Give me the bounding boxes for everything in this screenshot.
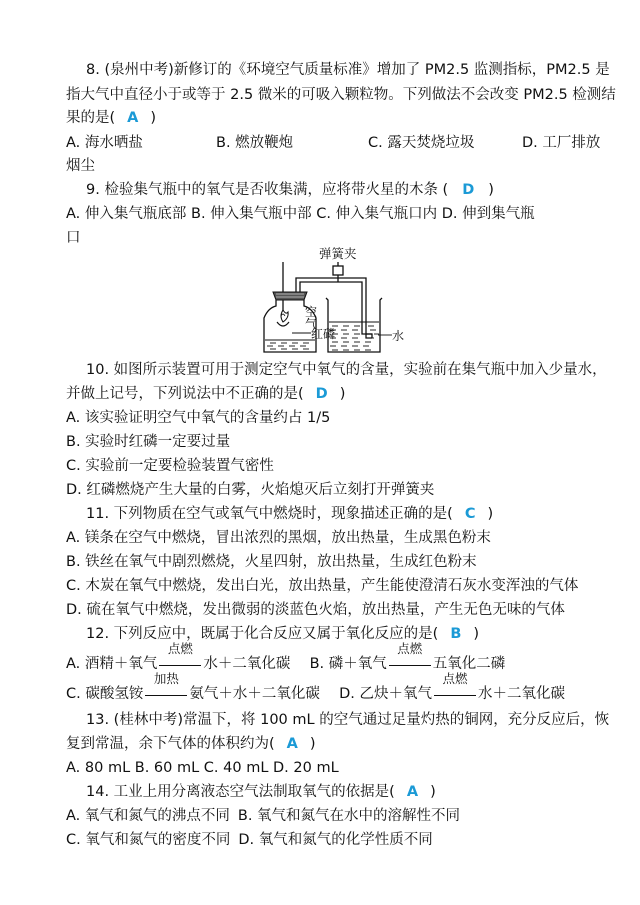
q12-d-arrow — [432, 671, 478, 704]
q8-stem-line1: 8. (泉州中考)新修订的《环境空气质量标准》增加了 PM2.5 监测指标，PM2.5 是 — [86, 62, 610, 78]
q11-stem-close: ) — [487, 506, 494, 522]
q10-stem-line1: 10. 如图所示装置可用于测定空气中氧气的含量，实验前在集气瓶中加入少量水， — [86, 362, 607, 378]
q9-options-wrap: 口 — [66, 230, 81, 246]
q10-option-b: B. 实验时红磷一定要过量 — [66, 434, 231, 450]
reaction-arrow-bar — [145, 695, 187, 696]
q9-stem-close: ) — [488, 182, 494, 198]
q8-stem-text: 果的是( — [66, 110, 116, 126]
q12-options-cd — [66, 671, 611, 704]
q12-d-reactants: D. 乙炔＋氧气 — [339, 686, 432, 702]
label-water: 水 — [392, 329, 405, 343]
q14-stem — [86, 782, 631, 802]
bottle-water — [265, 340, 315, 349]
q13-stem-line2 — [66, 734, 611, 754]
q10-option-a: A. 该实验证明空气中氧气的含量约占 1/5 — [66, 410, 331, 426]
q9-answer: D — [462, 182, 475, 198]
q8-option-c: C. 露天焚烧垃圾 — [368, 135, 475, 151]
q13-answer: A — [286, 736, 298, 752]
q14-options-cd — [66, 830, 611, 850]
gas-collection-bottle — [264, 300, 316, 352]
q12-a-reactants: A. 酒精＋氧气 — [66, 656, 158, 672]
q11-answer: C — [464, 506, 476, 522]
label-air-1: 空 — [305, 305, 318, 319]
q12-options-ab — [66, 641, 611, 674]
q8-stem-close: ) — [150, 110, 157, 126]
q9-options: A. 伸入集气瓶底部 B. 伸入集气瓶中部 C. 伸入集气瓶口内 D. 伸到集气瓶 — [66, 206, 535, 222]
q10-stem-text: 并做上记号，下列说法中不正确的是( — [66, 386, 304, 402]
q11-option-d: D. 硫在氧气中燃烧，发出微弱的淡蓝色火焰，放出热量，产生无色无味的气体 — [66, 602, 565, 618]
q14-stem-close: ) — [430, 784, 436, 800]
q11-option-c: C. 木炭在氧气中燃烧，发出白光，放出热量，产生能使澄清石灰水变浑浊的气体 — [66, 578, 579, 594]
q10-stem-close: ) — [339, 386, 346, 402]
label-red-phosphorus: 红磷 — [311, 327, 336, 341]
q14-stem-text: 14. 工业上用分离液态空气法制取氧气的依据是( — [86, 784, 395, 800]
q9-stem-text: 9. 检验集气瓶中的氧气是否收集满，应将带火星的木条 ( — [86, 182, 449, 198]
q13-stem-close: ) — [309, 736, 316, 752]
q14-option-d: D. 氧气和氮气的化学性质不同 — [238, 832, 433, 848]
label-air-2: 气 — [305, 317, 318, 331]
reaction-arrow-bar — [159, 665, 201, 666]
q11-stem-text: 11. 下列物质在空气或氧气中燃烧时，现象描述正确的是( — [86, 506, 453, 522]
q12-d-products: 水＋二氧化碳 — [477, 686, 565, 702]
q12-b-reactants: B. 磷＋氧气 — [309, 656, 387, 672]
q11-option-a: A. 镁条在空气中燃烧，冒出浓烈的黑烟，放出热量，生成黑色粉末 — [66, 530, 491, 546]
q14-answer: A — [406, 784, 419, 800]
q8-answer: A — [127, 110, 139, 126]
combustion-spoon-icon — [277, 310, 289, 326]
q10-stem-line2 — [66, 384, 611, 404]
q12-c-condition: 加热 — [153, 671, 179, 686]
q12-c-reactants: C. 碳酸氢铵 — [66, 686, 144, 702]
q10-option-d: D. 红磷燃烧产生大量的白雾，火焰熄灭后立刻打开弹簧夹 — [66, 482, 435, 498]
q13-stem-text: 复到常温，余下气体的体积约为( — [66, 736, 275, 752]
q14-option-c: C. 氧气和氮气的密度不同 — [66, 832, 231, 848]
q12-c-arrow — [143, 671, 189, 704]
q12-b-arrow — [387, 641, 433, 674]
beaker — [326, 298, 382, 352]
q14-options-ab — [66, 806, 611, 826]
q12-d-condition: 点燃 — [442, 671, 468, 686]
spring-clip-icon — [333, 262, 343, 282]
q12-a-condition: 点燃 — [167, 641, 193, 656]
delivery-tube — [296, 278, 372, 338]
q10-option-c: C. 实验前一定要检验装置气密性 — [66, 458, 274, 474]
q8-option-d-wrap: 烟尘 — [66, 158, 95, 174]
q13-stem-line1: 13. (桂林中考)常温下，将 100 mL 的空气通过足量灼热的铜网，充分反应后，恢 — [86, 712, 610, 728]
q12-stem-text: 12. 下列反应中，既属于化合反应又属于氧化反应的是( — [86, 626, 439, 642]
q8-option-b: B. 燃放鞭炮 — [216, 135, 294, 151]
q13-options: A. 80 mL B. 60 mL C. 40 mL D. 20 mL — [66, 760, 339, 776]
q10-answer: D — [315, 386, 328, 402]
q12-stem-close: ) — [473, 626, 480, 642]
q12-answer: B — [450, 626, 462, 642]
q14-option-a: A. 氧气和氮气的沸点不同 — [66, 808, 230, 824]
q11-stem — [86, 504, 631, 524]
label-spring-clip: 弹簧夹 — [319, 246, 357, 261]
q12-b-products: 五氧化二磷 — [432, 656, 506, 672]
q8-stem-line2: 指大气中直径小于或等于 2.5 微米的可吸入颗粒物。下列做法不会改变 PM2.5 检测结 — [66, 87, 616, 103]
q9-stem — [86, 180, 631, 200]
q11-option-b: B. 铁丝在氧气中剧烈燃烧，火星四射，放出热量，生成红色粉末 — [66, 554, 477, 570]
q12-b-condition: 点燃 — [397, 641, 423, 656]
q12-a-products: 水＋二氧化碳 — [203, 656, 291, 672]
beaker-water — [329, 322, 379, 350]
reaction-arrow-bar — [389, 665, 431, 666]
q8-stem-line3 — [66, 108, 611, 128]
q14-option-b: B. 氧气和氮气在水中的溶解性不同 — [237, 808, 461, 824]
q8-option-a: A. 海水晒盐 — [66, 135, 143, 151]
reaction-arrow-bar — [434, 695, 476, 696]
q12-c-products: 氨气＋水＋二氧化碳 — [189, 686, 320, 702]
stopper — [273, 292, 307, 300]
q8-option-d: D. 工厂排放 — [522, 135, 601, 151]
